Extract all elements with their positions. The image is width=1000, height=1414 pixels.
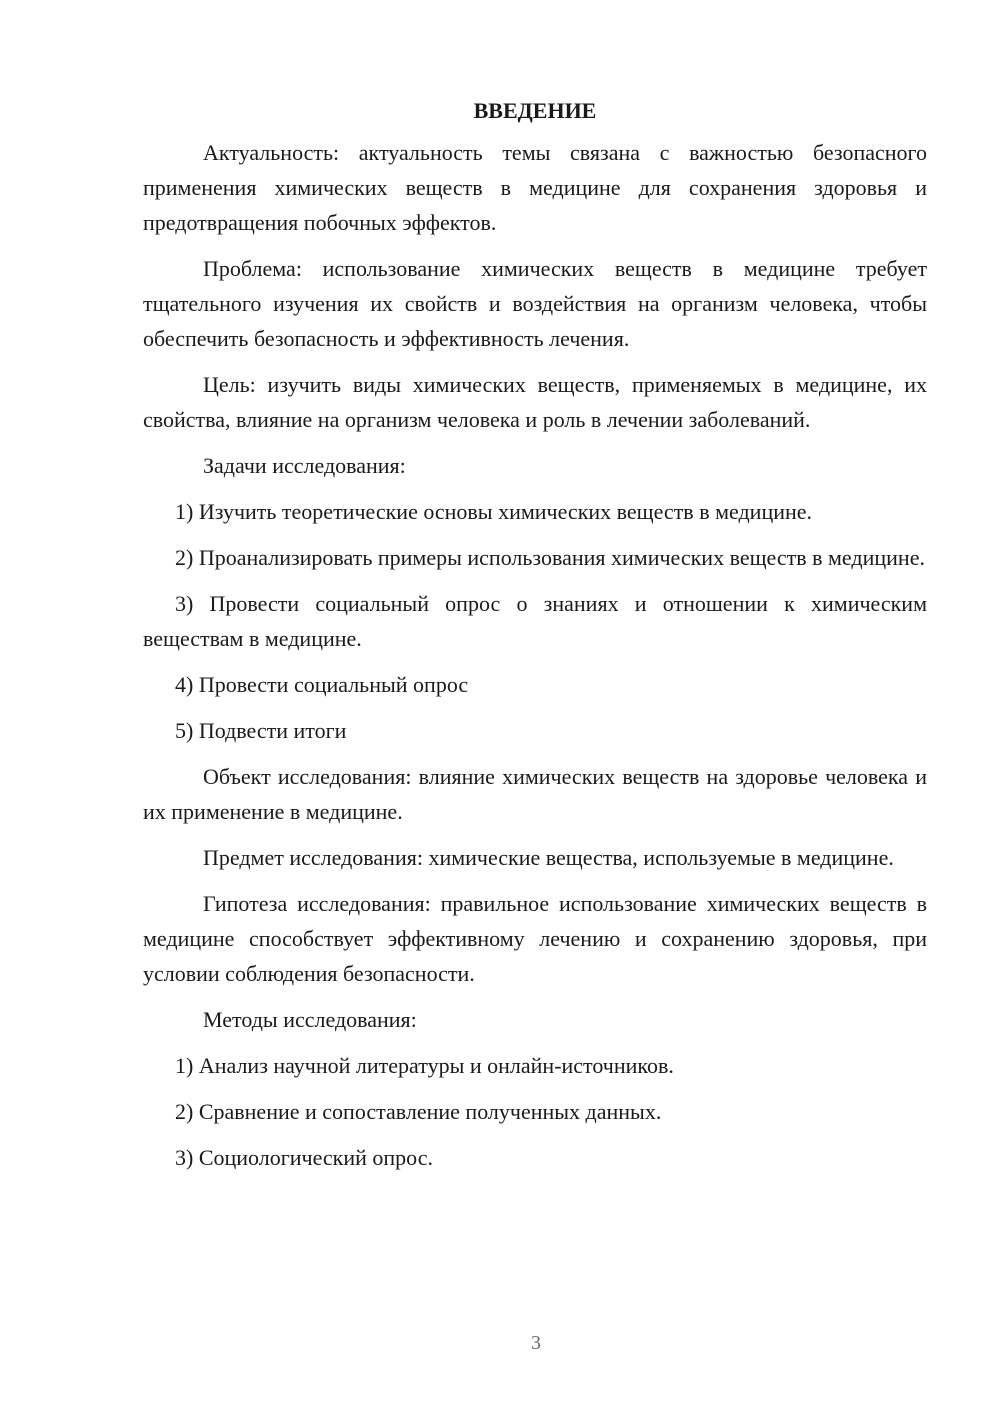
document-page — [143, 94, 927, 1186]
subject-paragraph: Предмет исследования: химические вещества, используемые в медицине. — [203, 845, 894, 870]
task-item-2: 2) Проанализировать примеры использования химических веществ в медицине. — [175, 545, 925, 570]
page-number: 3 — [531, 1332, 541, 1354]
method-item-2: 2) Сравнение и сопоставление полученных данных. — [175, 1099, 662, 1124]
object-paragraph: Объект исследования: влияние химических веществ на здоровье человека и их применение в медицине. — [143, 764, 927, 824]
method-item-1: 1) Анализ научной литературы и онлайн-источников. — [175, 1053, 674, 1078]
relevance-paragraph: Актуальность: актуальность темы связана с важностью безопасного применения химических веществ в медицине для сохранения здоровья и предотвращения побочных эффектов. — [143, 140, 927, 235]
method-item-3: 3) Социологический опрос. — [175, 1145, 433, 1170]
tasks-heading: Задачи исследования: — [203, 453, 406, 478]
task-item-1: 1) Изучить теоретические основы химических веществ в медицине. — [175, 499, 813, 524]
task-item-3: 3) Провести социальный опрос о знаниях и отношении к химическим веществам в медицине. — [143, 591, 927, 651]
task-item-5: 5) Подвести итоги — [175, 718, 347, 743]
problem-paragraph: Проблема: использование химических веществ в медицине требует тщательного изучения их свойств и воздействия на организм человека, чтобы обеспечить безопасность и эффективность лечения. — [143, 256, 927, 351]
section-title: ВВЕДЕНИЕ — [473, 98, 597, 123]
methods-heading: Методы исследования: — [203, 1007, 417, 1032]
task-item-4: 4) Провести социальный опрос — [175, 672, 469, 697]
hypothesis-paragraph: Гипотеза исследования: правильное использование химических веществ в медицине способствует эффективному лечению и сохранению здоровья, при условии соблюдения безопасности. — [143, 891, 927, 986]
goal-paragraph: Цель: изучить виды химических веществ, применяемых в медицине, их свойства, влияние на организм человека и роль в лечении заболеваний. — [143, 372, 927, 432]
